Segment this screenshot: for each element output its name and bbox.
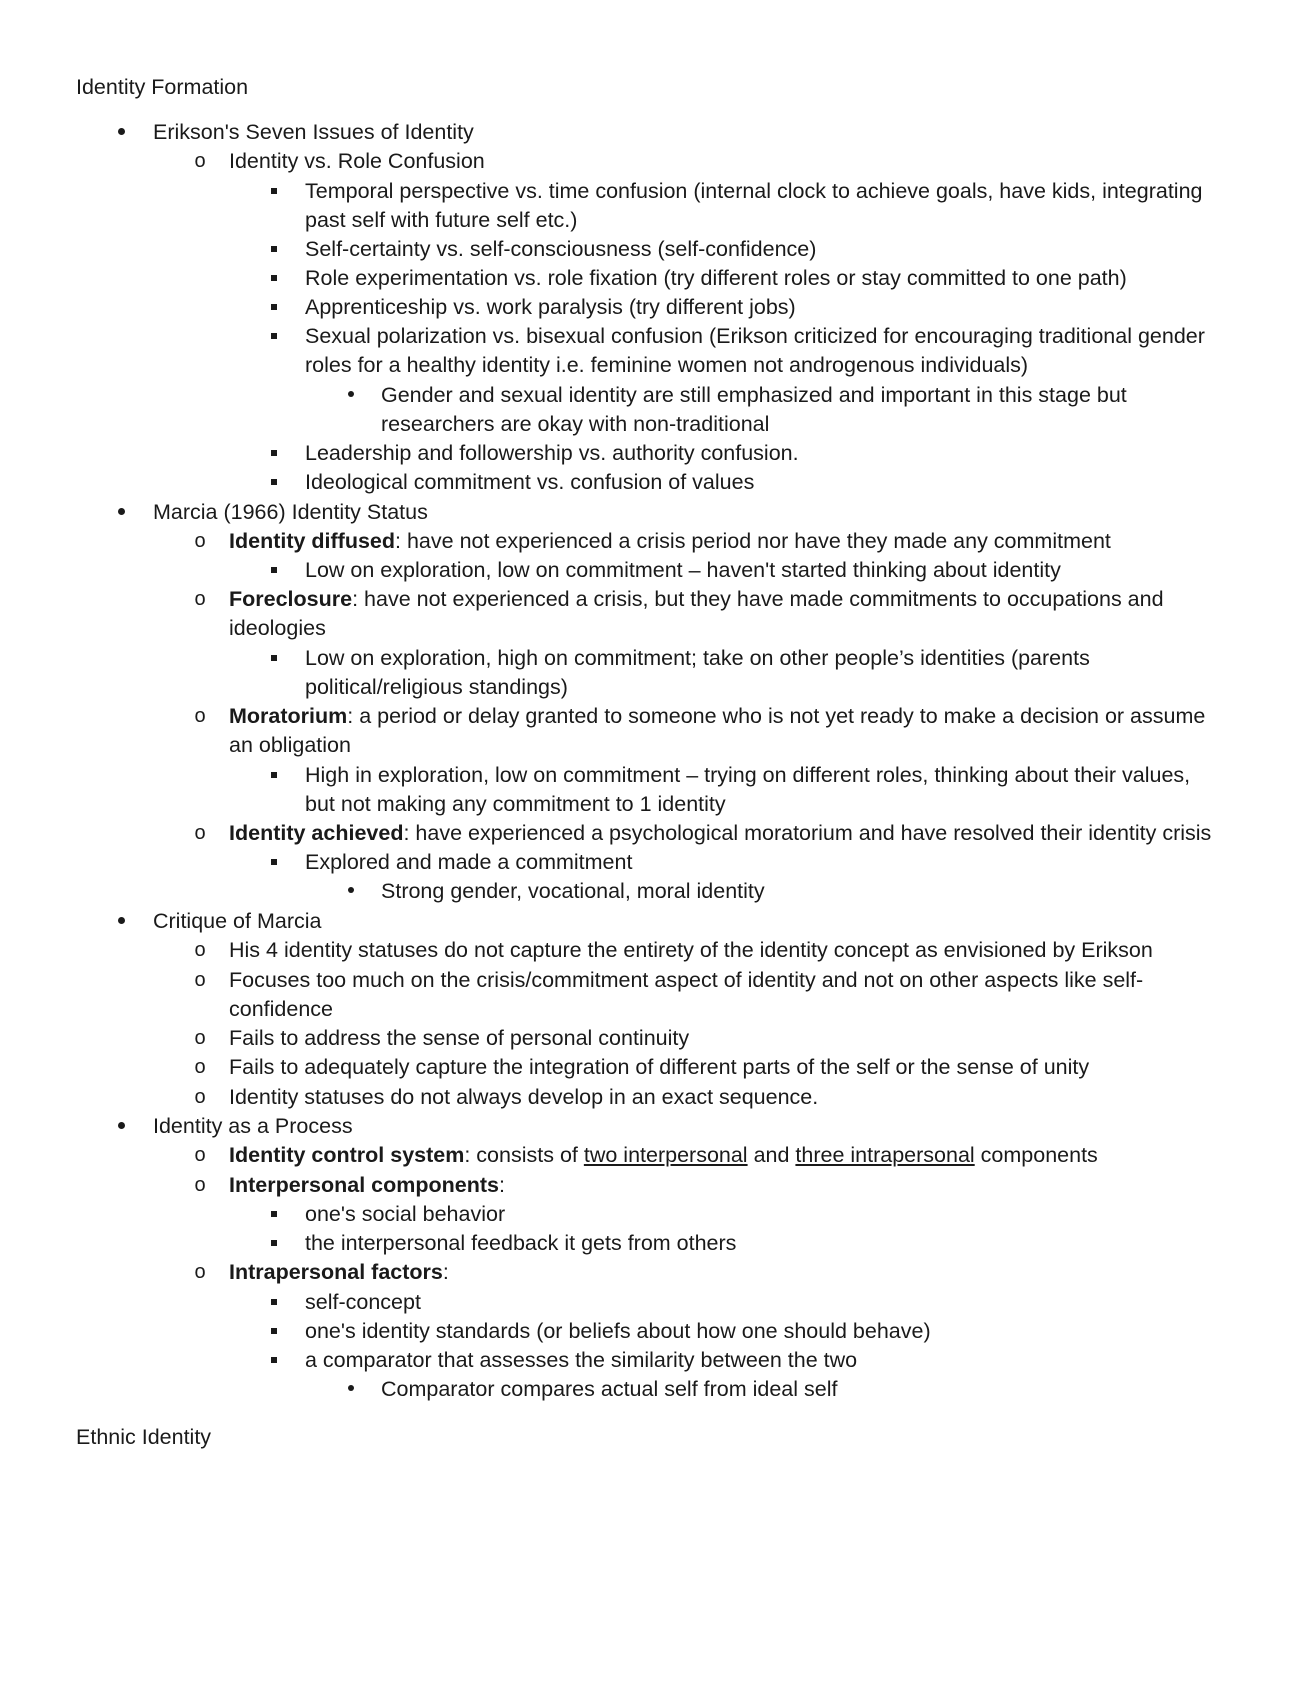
line-text: a comparator that assesses the similarity between the two <box>305 1348 858 1372</box>
line-text: self-concept <box>305 1290 421 1314</box>
term-label: Identity control system <box>229 1143 465 1167</box>
sub-item <box>229 146 485 176</box>
sub-sub-item <box>305 1199 505 1229</box>
bullet-item <box>153 117 474 147</box>
bullet-circle-icon: o <box>194 530 206 552</box>
bullet-square-icon <box>262 263 286 281</box>
term-label: Identity achieved <box>229 821 404 845</box>
line-text: researchers are okay with non-traditional <box>381 412 770 436</box>
bullet-circle-icon: o <box>194 1144 206 1166</box>
line-text: Identity Formation <box>76 75 249 99</box>
line-text: one's social behavior <box>305 1202 506 1226</box>
sub-sub-item <box>305 176 1202 206</box>
sub-item <box>229 526 1111 556</box>
bullet-item <box>153 1111 353 1141</box>
line-text: Low on exploration, high on commitment; take on other people’s identities (parents <box>305 646 1090 670</box>
bullet-dot-icon <box>109 497 133 515</box>
line-text: an obligation <box>229 733 351 757</box>
bullet-circle-icon: o <box>194 822 206 844</box>
line-text: Identity vs. Role Confusion <box>229 149 485 173</box>
text-run: : consists of <box>464 1143 584 1167</box>
line-text: : have experienced a psychological moratorium and have resolved their identity crisis <box>403 821 1212 845</box>
bullet-circle-icon: o <box>194 1174 206 1196</box>
bullet-circle-icon: o <box>194 1056 206 1078</box>
line-continuation <box>381 409 769 439</box>
term-label: Intrapersonal factors <box>229 1260 443 1284</box>
sub-item <box>229 584 1164 614</box>
bullet-square-icon <box>262 176 286 194</box>
sub-sub-item <box>305 643 1090 673</box>
line-continuation <box>229 613 326 643</box>
sub-sub-item <box>305 263 1127 293</box>
sub-sub-item <box>305 467 754 497</box>
line-text: : have not experienced a crisis period nor have they made any commitment <box>395 529 1111 553</box>
line-text: Comparator compares actual self from ideal self <box>381 1377 838 1401</box>
sub-item <box>229 935 1153 965</box>
bullet-square-icon <box>262 1228 286 1246</box>
line-text: Temporal perspective vs. time confusion (internal clock to achieve goals, have kids, integrating <box>305 179 1203 203</box>
line-text: Explored and made a commitment <box>305 850 633 874</box>
sub-item <box>229 818 1211 848</box>
bullet-square-icon <box>262 643 286 661</box>
deep-item <box>381 380 1127 410</box>
line-continuation <box>229 994 333 1024</box>
heading <box>76 72 248 102</box>
sub-sub-item <box>305 1316 931 1346</box>
line-text: Leadership and followership vs. authority confusion. <box>305 441 799 465</box>
bullet-dot-icon <box>109 1111 133 1129</box>
line-text: : <box>499 1173 505 1197</box>
sub-sub-item <box>305 1228 736 1258</box>
sub-sub-item <box>305 1287 421 1317</box>
bullet-square-icon <box>262 1316 286 1334</box>
sub-item <box>229 1170 505 1200</box>
line-text: Focuses too much on the crisis/commitment aspect of identity and not on other aspects like self- <box>229 968 1144 992</box>
bullet-square-icon <box>262 847 286 865</box>
sub-item <box>229 1140 1098 1170</box>
bullet-dot-icon <box>339 876 363 893</box>
line-text: Apprenticeship vs. work paralysis (try different jobs) <box>305 295 796 319</box>
bullet-circle-icon: o <box>194 705 206 727</box>
term-label: Moratorium <box>229 704 348 728</box>
sub-item <box>229 1023 689 1053</box>
line-text: His 4 identity statuses do not capture the entirety of the identity concept as envisioned by Erikson <box>229 938 1153 962</box>
text-run: and <box>747 1143 796 1167</box>
bullet-circle-icon: o <box>194 588 206 610</box>
bullet-square-icon <box>262 1345 286 1363</box>
line-text: ideologies <box>229 616 326 640</box>
sub-sub-item <box>305 321 1205 351</box>
bullet-item <box>153 906 321 936</box>
bullet-circle-icon: o <box>194 969 206 991</box>
line-text: Fails to adequately capture the integration of different parts of the self or the sense of unity <box>229 1055 1090 1079</box>
sub-sub-item <box>305 292 796 322</box>
bullet-dot-icon <box>339 1374 363 1391</box>
line-text: : <box>442 1260 449 1284</box>
underlined-text: three intrapersonal <box>795 1143 975 1167</box>
bullet-square-icon <box>262 438 286 456</box>
heading <box>76 1422 211 1452</box>
text-run: components <box>974 1143 1098 1167</box>
sub-item <box>229 1257 449 1287</box>
bullet-dot-icon <box>109 906 133 924</box>
term-label: Interpersonal components <box>229 1173 499 1197</box>
line-text: past self with future self etc.) <box>305 208 578 232</box>
line-text: Role experimentation vs. role fixation (try different roles or stay committed to one path) <box>305 266 1127 290</box>
bullet-square-icon <box>262 321 286 339</box>
sub-sub-item <box>305 438 799 468</box>
bullet-item <box>153 497 428 527</box>
line-text: Fails to address the sense of personal continuity <box>229 1026 690 1050</box>
line-text: : have not experienced a crisis, but they have made commitments to occupations and <box>352 587 1164 611</box>
line-text: Marcia (1966) Identity Status <box>153 500 428 524</box>
bullet-square-icon <box>262 1287 286 1305</box>
bullet-dot-icon <box>109 117 133 135</box>
line-text: Ethnic Identity <box>76 1425 212 1449</box>
line-text: Self-certainty vs. self-consciousness (self-confidence) <box>305 237 817 261</box>
sub-sub-item <box>305 847 632 877</box>
bullet-circle-icon: o <box>194 1261 206 1283</box>
line-text: Erikson's Seven Issues of Identity <box>153 120 474 144</box>
bullet-circle-icon: o <box>194 939 206 961</box>
line-text: one's identity standards (or beliefs about how one should behave) <box>305 1319 931 1343</box>
line-text: the interpersonal feedback it gets from others <box>305 1231 737 1255</box>
sub-sub-item <box>305 1345 857 1375</box>
bullet-circle-icon: o <box>194 1086 206 1108</box>
bullet-square-icon <box>262 234 286 252</box>
line-text: Strong gender, vocational, moral identity <box>381 879 765 903</box>
line-text: Identity statuses do not always develop in an exact sequence. <box>229 1085 819 1109</box>
bullet-dot-icon <box>339 380 363 397</box>
bullet-square-icon <box>262 760 286 778</box>
deep-item <box>381 1374 837 1404</box>
line-text: : a period or delay granted to someone who is not yet ready to make a decision or assume <box>347 704 1206 728</box>
line-text: High in exploration, low on commitment – trying on different roles, thinking about their values, <box>305 763 1191 787</box>
sub-sub-item <box>305 234 816 264</box>
line-text: Critique of Marcia <box>153 909 322 933</box>
sub-item <box>229 1052 1089 1082</box>
underlined-text: two interpersonal <box>583 1143 748 1167</box>
line-continuation <box>305 789 726 819</box>
bullet-square-icon <box>262 467 286 485</box>
bullet-circle-icon: o <box>194 150 206 172</box>
line-text: Identity as a Process <box>153 1114 353 1138</box>
sub-sub-item <box>305 555 1061 585</box>
line-continuation <box>305 350 1028 380</box>
bullet-square-icon <box>262 555 286 573</box>
deep-item <box>381 876 765 906</box>
line-continuation <box>229 730 351 760</box>
line-text: Ideological commitment vs. confusion of values <box>305 470 755 494</box>
line-text: but not making any commitment to 1 identity <box>305 792 726 816</box>
line-continuation <box>305 205 577 235</box>
sub-item <box>229 701 1205 731</box>
sub-item <box>229 965 1143 995</box>
bullet-square-icon <box>262 292 286 310</box>
sub-item <box>229 1082 818 1112</box>
line-text: Gender and sexual identity are still emphasized and important in this stage but <box>381 383 1127 407</box>
bullet-circle-icon: o <box>194 1027 206 1049</box>
bullet-square-icon <box>262 1199 286 1217</box>
line-text: confidence <box>229 997 333 1021</box>
sub-sub-item <box>305 760 1190 790</box>
line-continuation <box>305 672 568 702</box>
term-label: Identity diffused <box>229 529 396 553</box>
line-text: Sexual polarization vs. bisexual confusion (Erikson criticized for encouraging traditional gender <box>305 324 1205 348</box>
line-text: Low on exploration, low on commitment – haven't started thinking about identity <box>305 558 1061 582</box>
line-text: political/religious standings) <box>305 675 568 699</box>
term-label: Foreclosure <box>229 587 353 611</box>
line-text: roles for a healthy identity i.e. feminine women not androgenous individuals) <box>305 353 1029 377</box>
